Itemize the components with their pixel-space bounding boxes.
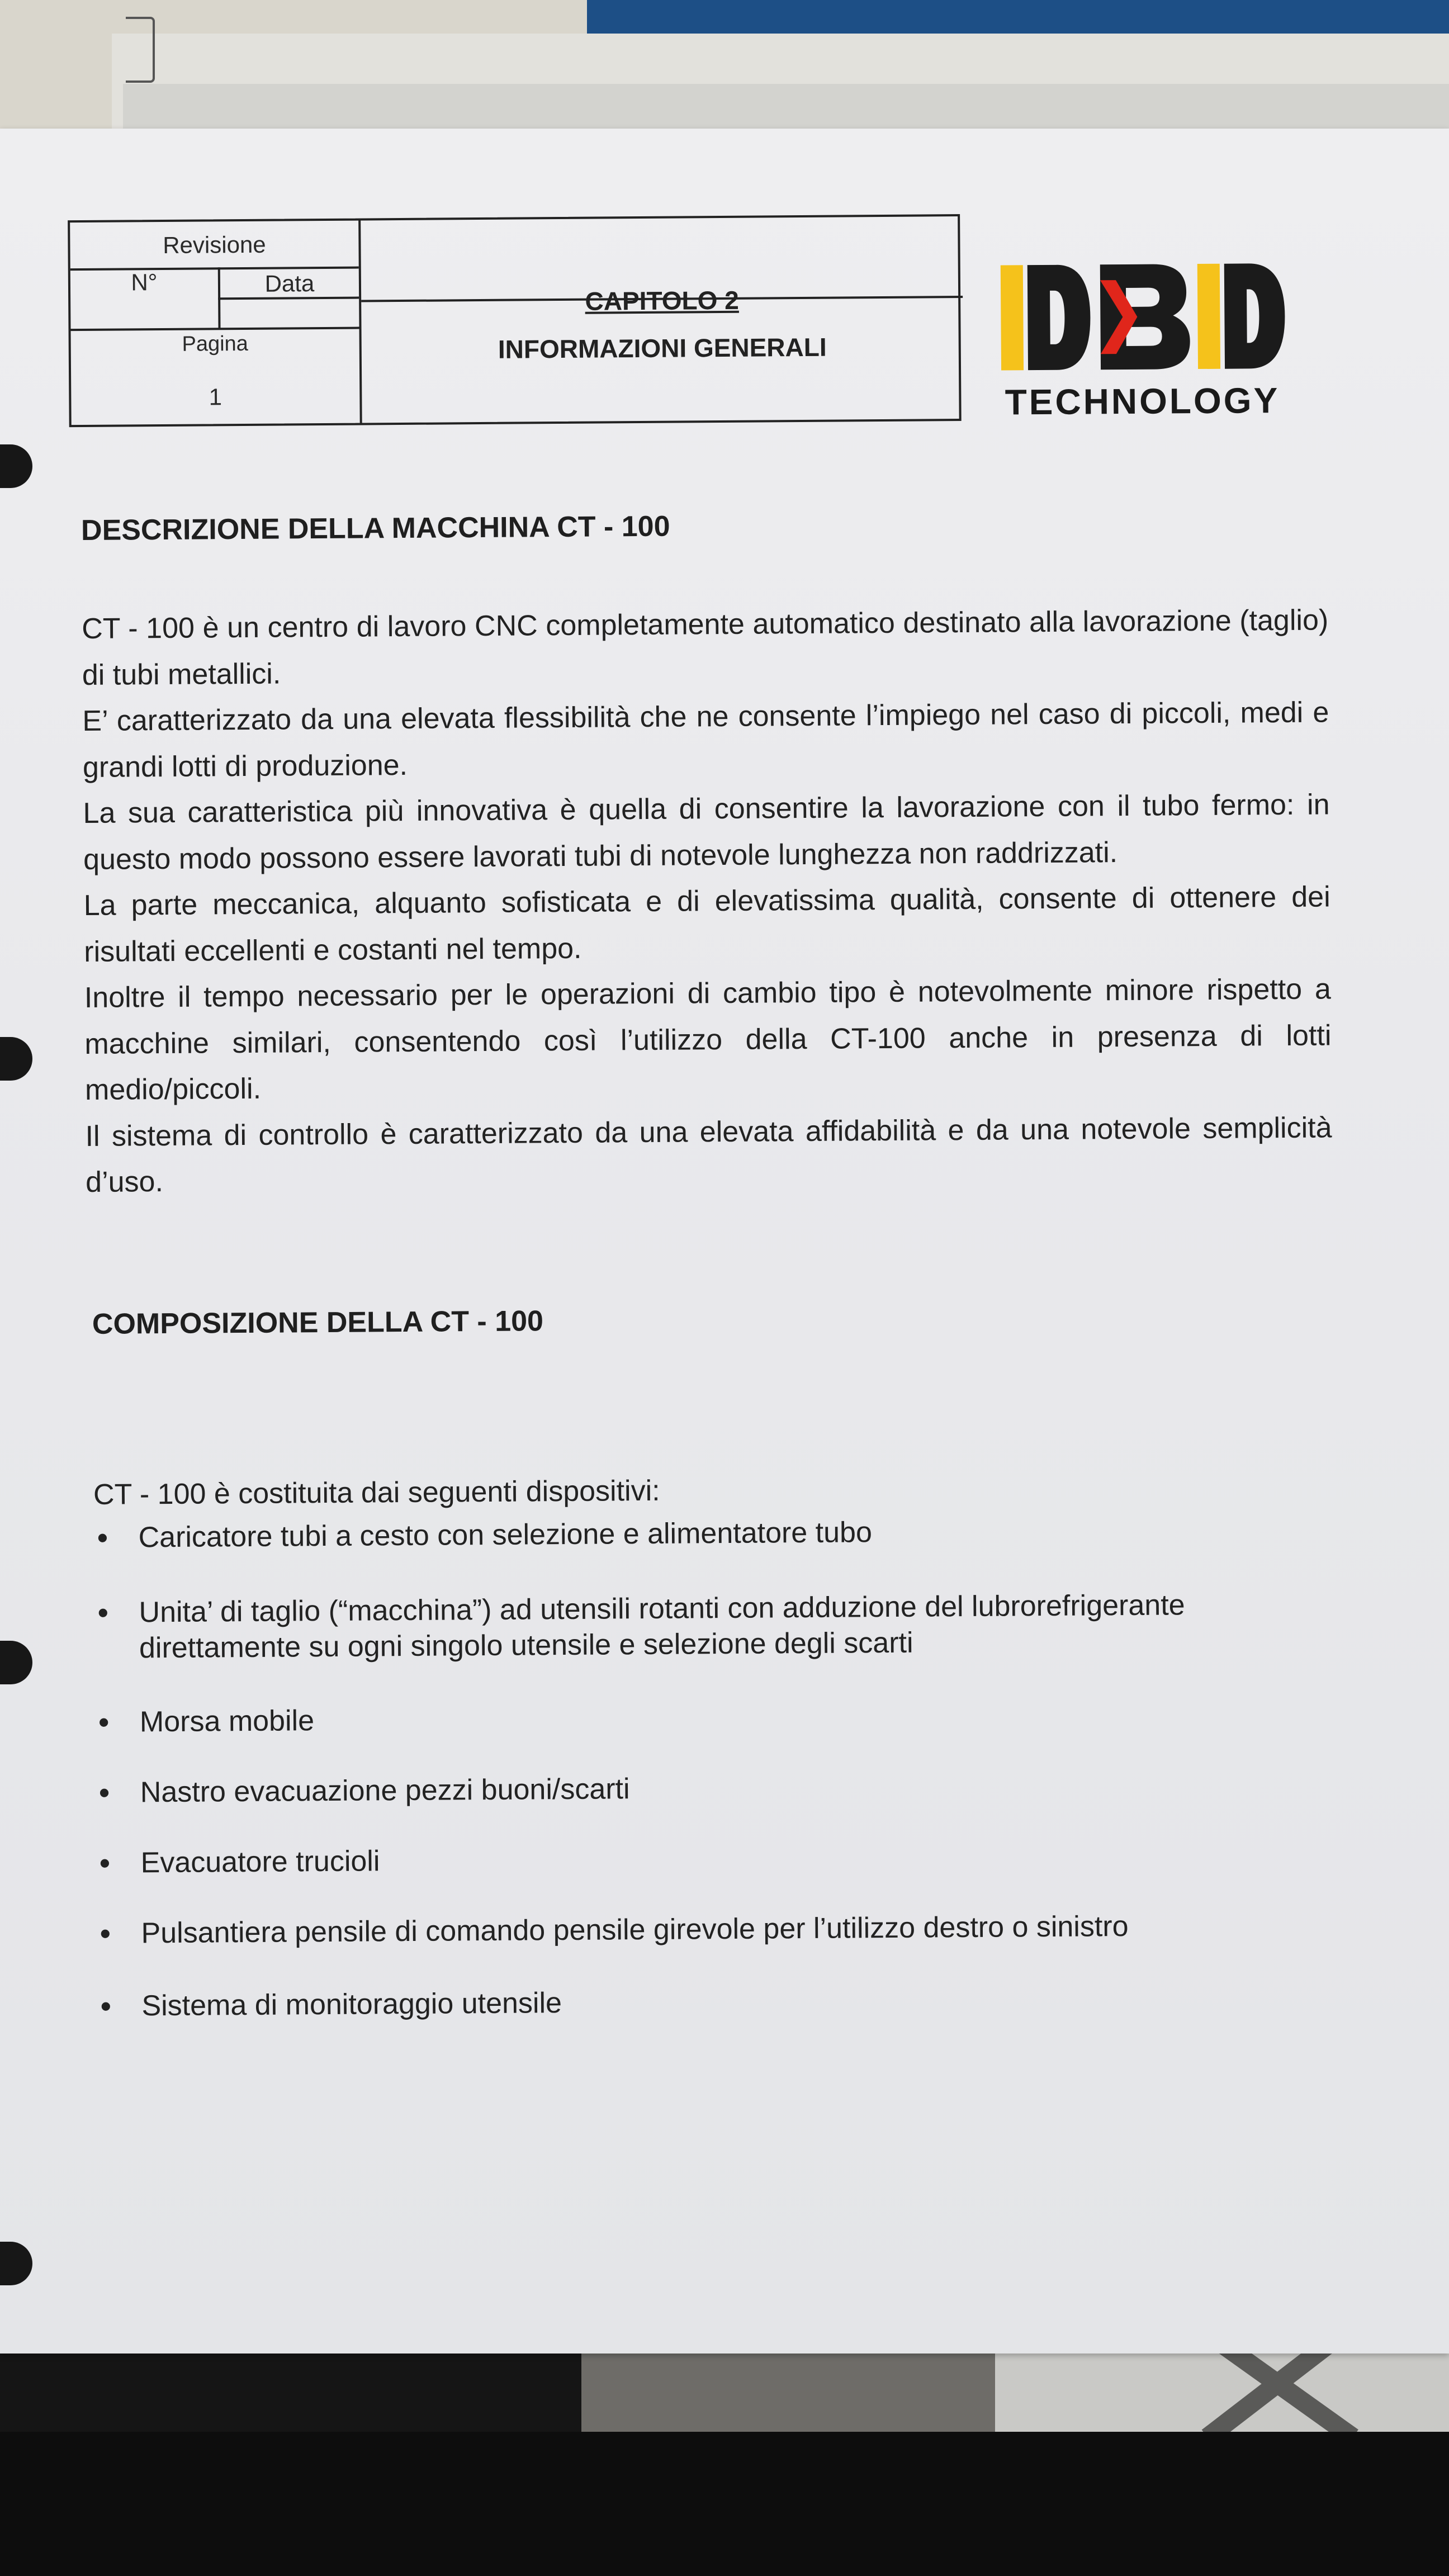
company-logo bbox=[991, 257, 1294, 432]
description-heading: DESCRIZIONE DELLA MACCHINA CT - 100 bbox=[80, 510, 670, 547]
description-paragraph: E’ caratterizzato da una elevata flessibilità che ne consente l’impiego nel caso di piccoli, medi e grandi lotti di produzione. bbox=[82, 696, 1329, 784]
list-item: • Pulsantiera pensile di comando pensile girevole per l’utilizzo destro o sinistro bbox=[96, 1907, 1326, 1952]
page-number: 1 bbox=[209, 383, 222, 410]
description-paragraph: Inoltre il tempo necessario per le operazioni di cambio tipo è notevolmente minore rispetto a macchine similari, consentendo così l’utilizzo della CT-100 anche in presenza di lotti medio/piccoli. bbox=[84, 973, 1332, 1106]
list-item: • Morsa mobile bbox=[95, 1696, 1325, 1740]
document-page bbox=[0, 129, 1449, 2354]
revision-date-label: Data bbox=[264, 270, 315, 297]
list-item: • Unita’ di taglio (“macchina”) ad utensili rotanti con adduzione del lubrorefrigerante direttamente su ogni singolo utensile e selezione degli scarti bbox=[94, 1587, 1324, 1666]
composition-intro: CT - 100 è costituita dai seguenti dispositivi: bbox=[93, 1474, 660, 1511]
page-label: Pagina bbox=[182, 332, 249, 356]
dbd-logo-icon bbox=[991, 257, 1294, 382]
device-list bbox=[93, 1512, 1327, 2024]
chapter-title: CAPITOLO 2 bbox=[585, 285, 739, 316]
list-item: • Evacuatore trucioli bbox=[96, 1837, 1325, 1881]
revision-label: Revisione bbox=[163, 231, 266, 258]
description-paragraph: La sua caratteristica più innovativa è quella di consentire la lavorazione con il tubo fermo: in questo modo possono essere lavorati tubi di notevole lunghezza non raddrizzati. bbox=[83, 788, 1330, 876]
binder-clip-icon bbox=[126, 17, 155, 83]
table-divider bbox=[71, 327, 359, 332]
list-item: • Nastro evacuazione pezzi buoni/scarti bbox=[96, 1767, 1325, 1811]
list-item: • Caricatore tubi a cesto con selezione e alimentatore tubo bbox=[93, 1512, 1323, 1556]
background-desk-shadow bbox=[0, 2432, 1449, 2576]
description-paragraph: La parte meccanica, alquanto sofisticata e di elevatissima qualità, consente di ottenere dei risultati eccellenti e costanti nel tempo. bbox=[83, 880, 1330, 968]
description-text bbox=[82, 597, 1332, 1205]
header-table bbox=[68, 214, 962, 427]
composition-heading: COMPOSIZIONE DELLA CT - 100 bbox=[92, 1305, 544, 1341]
list-item: • Sistema di monitoraggio utensile bbox=[97, 1980, 1327, 2024]
page-content bbox=[0, 119, 1449, 2354]
description-paragraph: CT - 100 è un centro di lavoro CNC completamente automatico destinato alla lavorazione (taglio) di tubi metallici. bbox=[82, 604, 1329, 692]
section-title: INFORMAZIONI GENERALI bbox=[498, 332, 827, 364]
description-paragraph: Il sistema di controllo è caratterizzato da una elevata affidabilità e da una notevole semplicità d’uso. bbox=[85, 1111, 1332, 1199]
logo-tagline: TECHNOLOGY bbox=[1005, 380, 1280, 423]
revision-number-label: N° bbox=[131, 269, 158, 296]
